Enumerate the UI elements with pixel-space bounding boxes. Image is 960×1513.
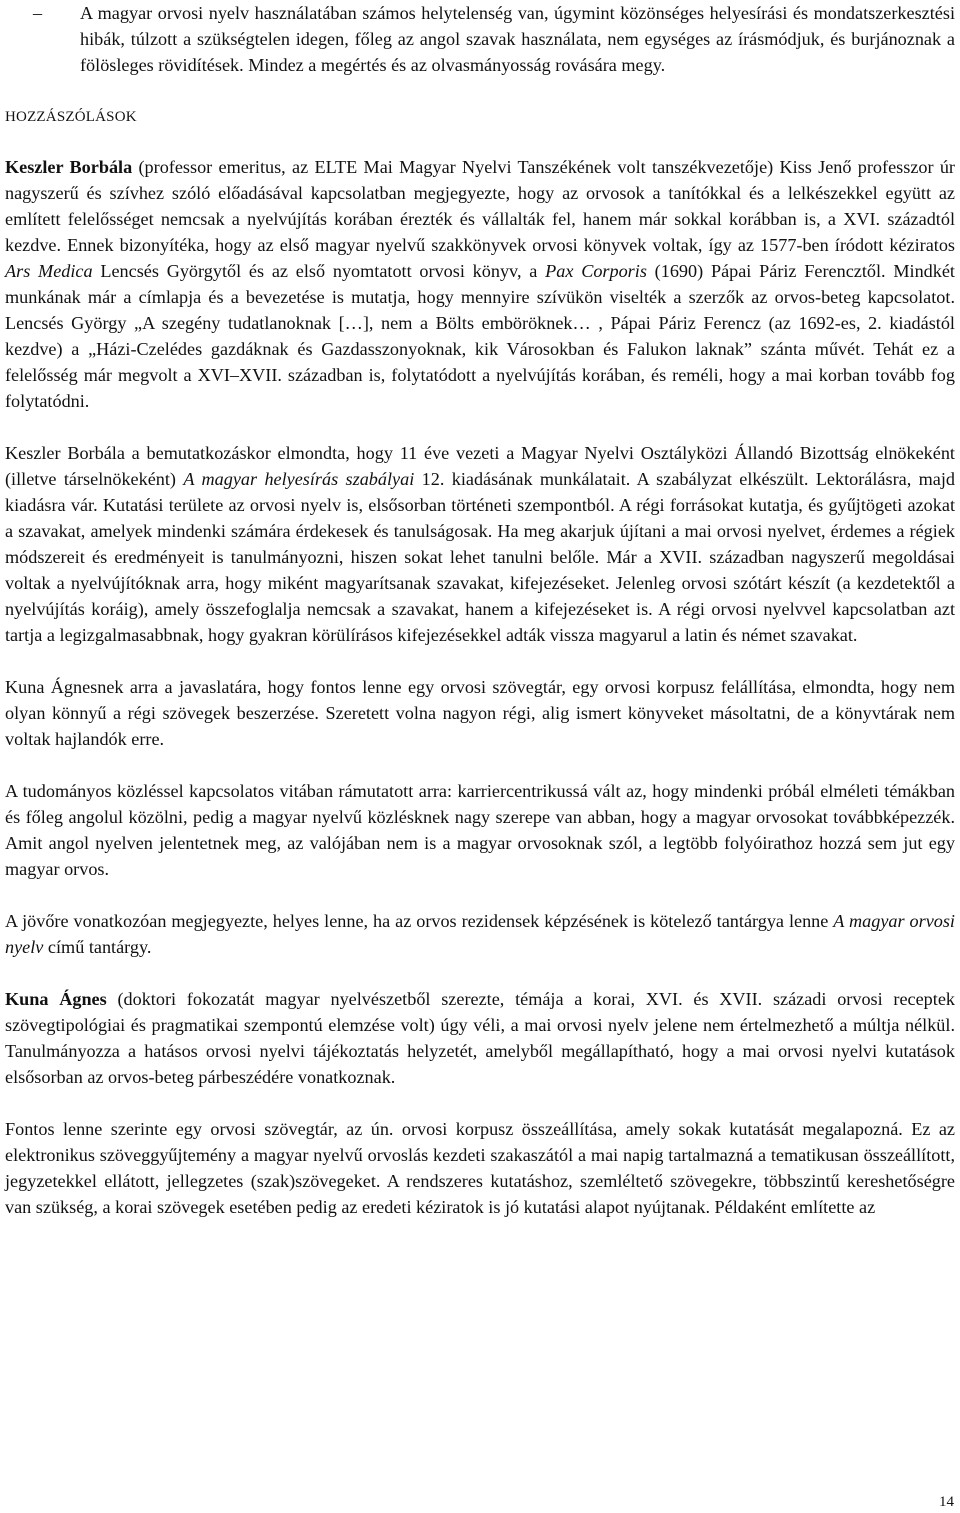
paragraph-kuna-1 (5, 986, 955, 1090)
book-title: A magyar helyesírás szabályai (183, 469, 415, 489)
document-page (5, 0, 955, 1220)
intro-bullet-text: A magyar orvosi nyelv használatában számos helytelenség van, úgymint közönséges helyesírási és mondatszerkesztési hibák, túlzott a szükségtelen idegen, főleg az angol szavak használata, nem egységes az írásmódjuk, és burjánoznak a fölösleges rövidítések. Mindez a megértés és az olvasmányosság rovására megy. (80, 3, 955, 75)
paragraph-text: Kuna Ágnesnek arra a javaslatára, hogy fontos lenne egy orvosi szövegtár, egy orvosi korpusz felállítása, elmondta, hogy nem olyan könnyű a régi szövegek beszerzése. Szeretett volna nagyon régi, alig ismert könyveket másoltatni, de a könyvtárak nem voltak hajlandók erre. (5, 677, 955, 749)
paragraph-text: Lencsés Györgytől és az első nyomtatott orvosi könyv, a (92, 261, 546, 281)
paragraph-text: (doktori fokozatát magyar nyelvészetből szerezte, témája a korai, XVI. és XVII. századi orvosi receptek szövegtipológiai és pragmatikai szempontú elemzése volt) úgy véli, a mai orvosi nyelv jelene nem értelmezhető a múltja nélkül. Tanulmányozza a hatásos orvosi nyelvi tájékoztatás helyzetét, amelyből megállapítható, hogy a mai orvosi nyelvi kutatások elsősorban az orvos-beteg párbeszédére vonatkoznak. (5, 989, 955, 1087)
book-title: Ars Medica (5, 261, 93, 281)
book-title: Pax Corporis (545, 261, 647, 281)
page-number: 14 (939, 1494, 954, 1510)
paragraph-text: A jövőre vonatkozóan megjegyezte, helyes lenne, ha az orvos rezidensek képzésének is kötelező tantárgya lenne (5, 911, 834, 931)
intro-bullet (5, 0, 955, 78)
bullet-dash: – (33, 3, 43, 23)
paragraph-keszler-1 (5, 154, 955, 414)
paragraph-kuna-2 (5, 1116, 955, 1220)
paragraph-text: A tudományos közléssel kapcsolatos vitában rámutatott arra: karriercentrikussá vált az, hogy mindenki próbál elméleti témákban és főleg angolul közölni, pedig a magyar nyelvű közlésknek nagy szerepe van abban, hogy a magyar orvosokat továbbképezzék. Amit angol nyelven jelentetnek meg, az valójában nem is a magyar orvosoknak szól, a legtöbb folyóirathoz hozzá sem jut egy magyar orvos. (5, 781, 955, 879)
paragraph-text: Keszler Borbála a bemutatkozáskor elmondta, hogy 11 éve vezeti a Magyar Nyelvi Osztályközi Állandó Bizottság elnökeként (illetve társelnökeként) (5, 443, 955, 489)
paragraph-keszler-2 (5, 440, 955, 648)
paragraph-text: (1690) Pápai Páriz Ferencztől. Mindkét munkának már a címlapja és a bevezetése is mutatja, hogy mennyire szívükön viselték a szerzők az orvos-beteg kapcsolatot. Lencsés György „A szegény tudatlanoknak […], nem a Bölts emböröknek… , Pápai Páriz Ferencz (az 1692-es, 2. kiadástól kezdve) a „Házi-Czelédes gazdáknak és Gazdasszonyoknak, kik Városokban és Falukon laknak” szánta művét. Tehát ez a felelősség már megvolt a XVI–XVII. században is, folytatódott a nyelvújítás korában, és reméli, hogy a mai korban tovább fog folytatódni. (5, 261, 955, 411)
paragraph-keszler-5 (5, 908, 955, 960)
paragraph-text: (professor emeritus, az ELTE Mai Magyar Nyelvi Tanszékének volt tanszékvezetője) Kiss Jenő professzor úr nagyszerű és szívhez szóló előadásával kapcsolatban megjegyezte, hogy az orvosok a tanítókkal és a lelkészekkel együtt az említett felelősséget nemcsak a nyelvújítás korában érezték és vállalták fel, hanem már sokkal korábban is, a XVI. századtól kezdve. Ennek bizonyítéka, hogy az első magyar nyelvű szakkönyvek orvosi könyvek voltak, így az 1577-ben íródott kéziratos (5, 157, 955, 255)
paragraph-keszler-4 (5, 778, 955, 882)
paragraph-text: 12. kiadásának munkálatait. A szabályzat elkészült. Lektorálásra, majd kiadásra vár. Kutatási területe az orvosi nyelv is, elsősorban történeti szempontból. A régi forrásokat kutatja, és gyűjtögeti azokat a szavakat, amelyek mindenki számára érdekesek és tanulságosak. Ha meg akarjuk újítani a mai orvosi nyelvet, érdemes a régiek módszereit és eredményeit is tanulmányozni, hiszen sokat lehet tanulni belőle. Már a XVII. században nagyszerű megoldásai voltak a nyelvújítóknak arra, hogy miként magyarítsanak szavakat, kifejezéseket. Jelenleg orvosi szótárt készít (a kezdetektől a nyelvújítás koráig), amely összefoglalja nemcsak a szavakat, hanem a kifejezéseket is. A régi orvosi nyelvvel kapcsolatban azt tartja a legizgalmasabbnak, hogy gyakran körülírásos kifejezésekkel adták vissza magyarul a latin és német szavakat. (5, 469, 955, 645)
speaker-name: Keszler Borbála (5, 157, 133, 177)
speaker-name: Kuna Ágnes (5, 989, 107, 1009)
paragraph-text: című tantárgy. (43, 937, 152, 957)
paragraph-text: Fontos lenne szerinte egy orvosi szövegtár, az ún. orvosi korpusz összeállítása, amely sokak kutatását megalapozná. Ez az elektronikus szöveggyűjtemény a magyar nyelvű orvoslás kezdeti szakaszától a mai napig tartalmazná a tematikusan összeállított, jegyzetekkel ellátott, jellegzetes (szak)szövegeket. A rendszeres kutatáshoz, szemléltető szövegekre, többszintű kereshetőségre van szükség, a korai szövegek esetében pedig az eredeti kéziratok is jó kutatási alapot nyújtanak. Példaként említette az (5, 1119, 955, 1217)
section-heading: HOZZÁSZÓLÁSOK (5, 109, 137, 125)
course-title: A magyar orvosi nyelv (5, 911, 955, 957)
paragraph-keszler-3 (5, 674, 955, 752)
